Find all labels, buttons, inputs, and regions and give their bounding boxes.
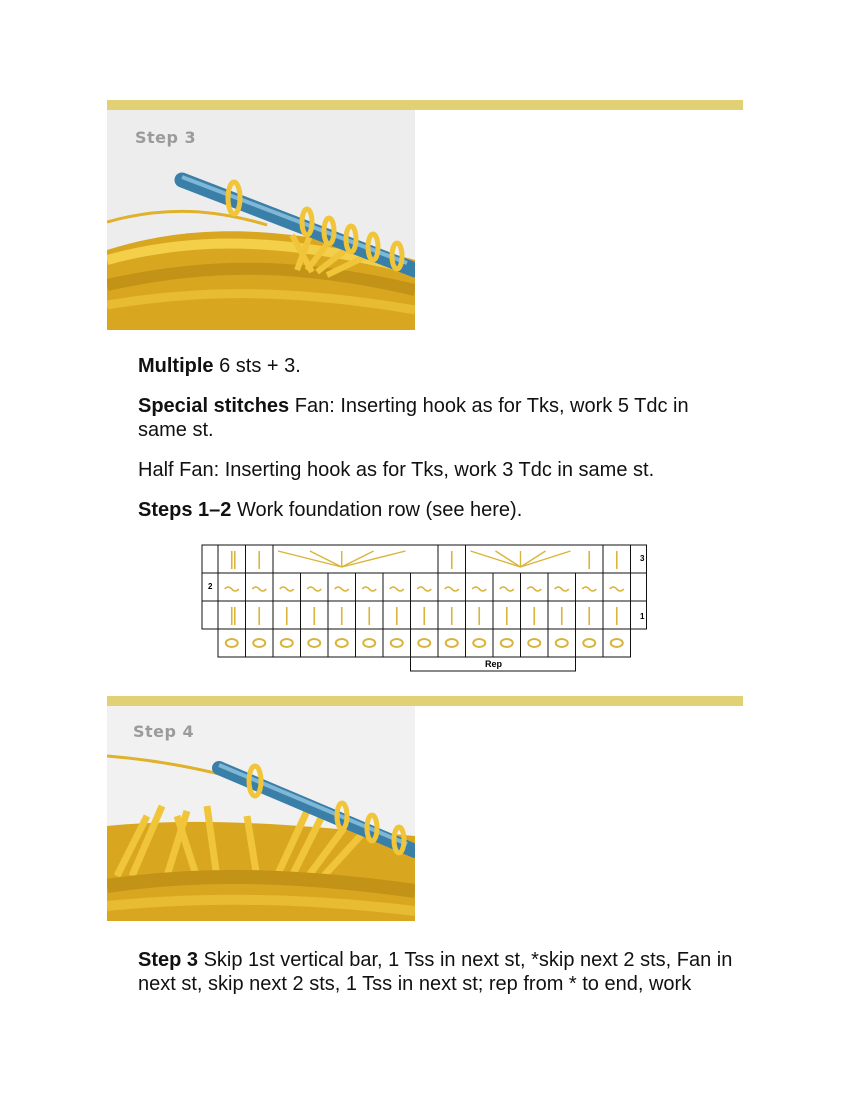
special-stitches-text: Fan: Inserting hook as for Tks, work 5 Tdc in same st. bbox=[138, 395, 689, 441]
steps-1-2-text: Work foundation row (see here). bbox=[231, 499, 523, 521]
chain-stitch-symbol bbox=[473, 639, 485, 647]
chain-stitch-symbol bbox=[446, 639, 458, 647]
step-3-heading: Step 3 bbox=[138, 949, 199, 971]
multiple-paragraph bbox=[138, 354, 738, 378]
chain-stitch-symbol bbox=[528, 639, 540, 647]
section-rule-step4 bbox=[107, 696, 743, 706]
section-rule-step3 bbox=[107, 100, 743, 110]
fan-stitch-symbol bbox=[310, 551, 342, 567]
chain-stitch-symbol bbox=[253, 639, 265, 647]
step4-photo bbox=[107, 706, 415, 921]
row2-tilde-symbol bbox=[582, 587, 596, 591]
fan-stitch-symbol bbox=[342, 551, 406, 567]
step-3-paragraph bbox=[138, 948, 738, 996]
chain-stitch-symbol bbox=[501, 639, 513, 647]
row2-tilde-symbol bbox=[307, 587, 321, 591]
row2-tilde-symbol bbox=[252, 587, 266, 591]
row2-tilde-symbol bbox=[610, 587, 624, 591]
row2-tilde-symbol bbox=[417, 587, 431, 591]
step3-photo-label: Step 3 bbox=[135, 128, 197, 147]
chart-symbols bbox=[225, 551, 624, 647]
row2-tilde-symbol bbox=[390, 587, 404, 591]
stitch-chart bbox=[200, 543, 652, 675]
rep-label: Rep bbox=[485, 659, 503, 669]
chain-stitch-symbol bbox=[363, 639, 375, 647]
row2-tilde-symbol bbox=[445, 587, 459, 591]
fan-stitch-symbol bbox=[521, 551, 546, 567]
half-fan-text: Half Fan: Inserting hook as for Tks, work 3 Tdc in same st. bbox=[138, 459, 655, 481]
row2-tilde-symbol bbox=[555, 587, 569, 591]
multiple-heading: Multiple bbox=[138, 355, 214, 377]
row2-tilde-symbol bbox=[472, 587, 486, 591]
fan-stitch-symbol bbox=[278, 551, 342, 567]
chain-stitch-symbol bbox=[583, 639, 595, 647]
chain-stitch-symbol bbox=[336, 639, 348, 647]
chain-stitch-symbol bbox=[226, 639, 238, 647]
step3-photo bbox=[107, 110, 415, 330]
row2-tilde-symbol bbox=[280, 587, 294, 591]
row-label-3: 3 bbox=[640, 554, 645, 563]
fan-stitch-symbol bbox=[496, 551, 521, 567]
chain-stitch-symbol bbox=[391, 639, 403, 647]
steps-1-2-heading: Steps 1–2 bbox=[138, 499, 232, 521]
multiple-text: 6 sts + 3. bbox=[213, 355, 301, 377]
special-stitches-heading: Special stitches bbox=[138, 395, 290, 417]
row2-tilde-symbol bbox=[225, 587, 239, 591]
fan-stitch-symbol bbox=[342, 551, 374, 567]
chain-stitch-symbol bbox=[418, 639, 430, 647]
half-fan-paragraph bbox=[138, 458, 738, 482]
row2-tilde-symbol bbox=[362, 587, 376, 591]
step-3-text: Skip 1st vertical bar, 1 Tss in next st, *skip next 2 sts, Fan in next st, skip next 2 sts, 1 Tss in next st; rep from * to end, work bbox=[138, 949, 733, 995]
chain-stitch-symbol bbox=[308, 639, 320, 647]
row2-tilde-symbol bbox=[335, 587, 349, 591]
step4-photo-label: Step 4 bbox=[133, 722, 195, 741]
row-label-1: 1 bbox=[640, 612, 645, 621]
chain-stitch-symbol bbox=[281, 639, 293, 647]
row-label-2: 2 bbox=[208, 582, 213, 591]
chain-stitch-symbol bbox=[556, 639, 568, 647]
fan-stitch-symbol bbox=[521, 551, 571, 567]
row2-tilde-symbol bbox=[500, 587, 514, 591]
fan-stitch-symbol bbox=[471, 551, 521, 567]
chain-stitch-symbol bbox=[611, 639, 623, 647]
steps-1-2-paragraph bbox=[138, 498, 738, 522]
special-stitches-paragraph bbox=[138, 394, 738, 442]
row2-tilde-symbol bbox=[527, 587, 541, 591]
